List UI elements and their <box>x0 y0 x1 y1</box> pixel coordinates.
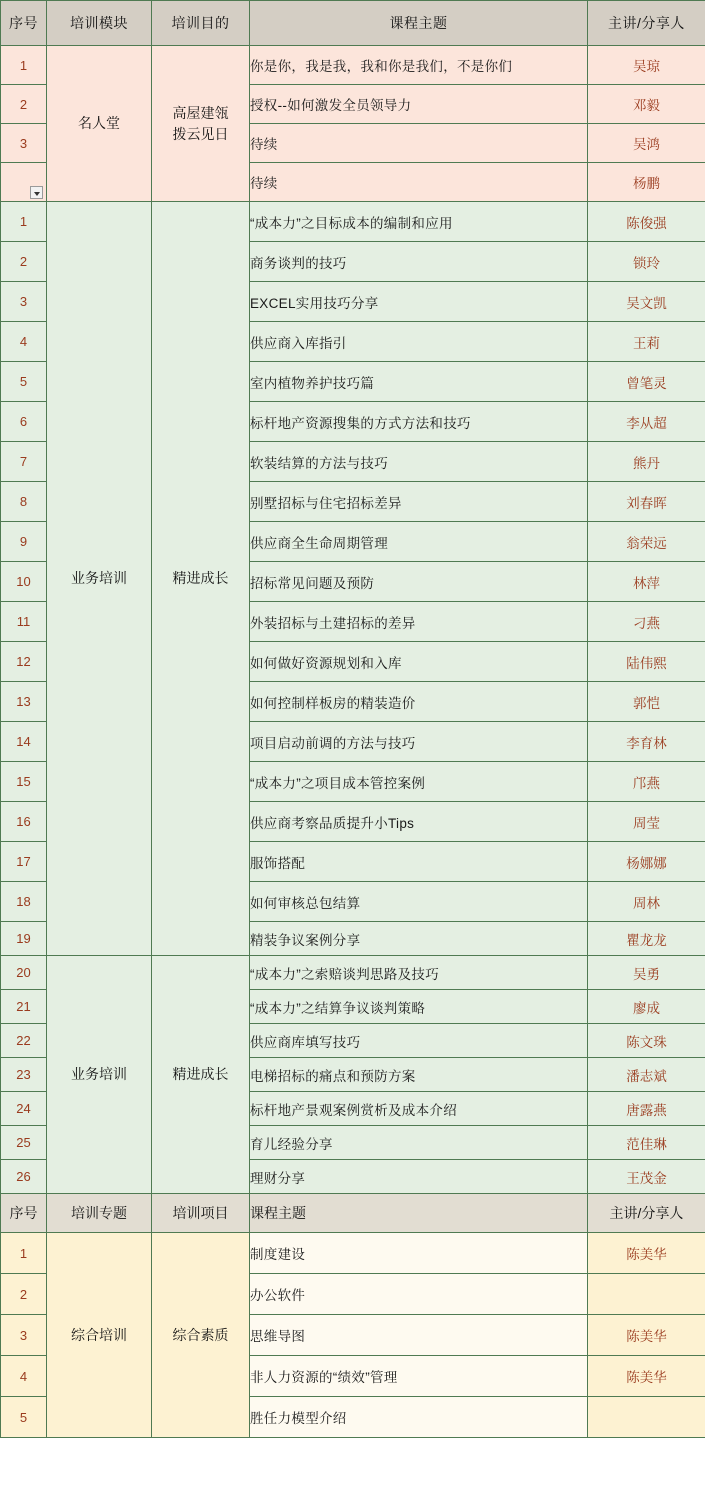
row-number: 3 <box>1 282 47 322</box>
course-speaker: 周莹 <box>588 802 705 842</box>
row-number: 19 <box>1 922 47 956</box>
course-topic: 思维导图 <box>250 1315 588 1356</box>
course-speaker: 李从超 <box>588 402 705 442</box>
row-number: 17 <box>1 842 47 882</box>
row-number: 6 <box>1 402 47 442</box>
course-topic: 项目启动前调的方法与技巧 <box>250 722 588 762</box>
course-topic: 办公软件 <box>250 1274 588 1315</box>
row-number: 5 <box>1 362 47 402</box>
row-number: 22 <box>1 1024 47 1058</box>
row-number: 2 <box>1 242 47 282</box>
course-topic: 如何审核总包结算 <box>250 882 588 922</box>
course-topic: 供应商库填写技巧 <box>250 1024 588 1058</box>
row-number: 24 <box>1 1092 47 1126</box>
course-speaker: 杨鹏 <box>588 163 705 202</box>
header-cell-speaker-2: 主讲/分享人 <box>588 1194 705 1233</box>
project-label-comprehensive-quality: 综合素质 <box>152 1233 250 1438</box>
course-speaker <box>588 1397 705 1438</box>
course-speaker: 陆伟熙 <box>588 642 705 682</box>
header-cell-no-2: 序号 <box>1 1194 47 1233</box>
course-speaker: 瞿龙龙 <box>588 922 705 956</box>
course-topic: “成本力”之目标成本的编制和应用 <box>250 202 588 242</box>
row-number: 4 <box>1 1356 47 1397</box>
course-speaker: 邓毅 <box>588 85 705 124</box>
course-speaker: 吴琼 <box>588 46 705 85</box>
course-topic: 软装结算的方法与技巧 <box>250 442 588 482</box>
course-speaker: 郭恺 <box>588 682 705 722</box>
course-topic: 室内植物养护技巧篇 <box>250 362 588 402</box>
course-topic: “成本力”之结算争议谈判策略 <box>250 990 588 1024</box>
row-number: 20 <box>1 956 47 990</box>
aim-label-business-training-2: 精进成长 <box>152 956 250 1194</box>
course-topic: 供应商入库指引 <box>250 322 588 362</box>
table-row <box>1 202 705 242</box>
row-number: 2 <box>1 85 47 124</box>
course-speaker: 王莉 <box>588 322 705 362</box>
course-topic: 服饰搭配 <box>250 842 588 882</box>
row-number: 25 <box>1 1126 47 1160</box>
aim-line-2: 拨云见日 <box>172 125 229 142</box>
course-topic: 标杆地产资源搜集的方式方法和技巧 <box>250 402 588 442</box>
page-bottom-spacer <box>0 1438 705 1456</box>
course-speaker: 李育林 <box>588 722 705 762</box>
course-speaker: 陈美华 <box>588 1233 705 1274</box>
course-topic: “成本力”之项目成本管控案例 <box>250 762 588 802</box>
course-topic: 待续 <box>250 124 588 163</box>
row-number: 1 <box>1 46 47 85</box>
row-number: 18 <box>1 882 47 922</box>
course-topic: 供应商考察品质提升小Tips <box>250 802 588 842</box>
header-cell-speaker: 主讲/分享人 <box>588 1 705 46</box>
row-number: 4 <box>1 322 47 362</box>
course-speaker: 翁荣远 <box>588 522 705 562</box>
course-topic: 招标常见问题及预防 <box>250 562 588 602</box>
header-cell-module: 培训模块 <box>47 1 152 46</box>
module-label-comprehensive-training: 综合培训 <box>47 1233 152 1438</box>
course-topic: “成本力”之索赔谈判思路及技巧 <box>250 956 588 990</box>
course-topic: 外装招标与土建招标的差异 <box>250 602 588 642</box>
course-topic: EXCEL实用技巧分享 <box>250 282 588 322</box>
table-row <box>1 46 705 85</box>
course-topic: 标杆地产景观案例赏析及成本介绍 <box>250 1092 588 1126</box>
filter-dropdown-icon-no[interactable] <box>30 186 43 199</box>
header-cell-project: 培训项目 <box>152 1194 250 1233</box>
course-speaker: 王茂金 <box>588 1160 705 1194</box>
course-topic: 非人力资源的“绩效”管理 <box>250 1356 588 1397</box>
row-number: 21 <box>1 990 47 1024</box>
aim-label-business-training: 精进成长 <box>152 202 250 956</box>
course-speaker: 陈文珠 <box>588 1024 705 1058</box>
course-speaker: 陈俊强 <box>588 202 705 242</box>
course-speaker: 周林 <box>588 882 705 922</box>
table-header-row-secondary <box>1 1194 705 1233</box>
row-number: 3 <box>1 124 47 163</box>
header-cell-topic-area: 培训专题 <box>47 1194 152 1233</box>
course-topic: 别墅招标与住宅招标差异 <box>250 482 588 522</box>
header-cell-aim: 培训目的 <box>152 1 250 46</box>
course-speaker: 熊丹 <box>588 442 705 482</box>
course-topic: 育儿经验分享 <box>250 1126 588 1160</box>
row-number: 13 <box>1 682 47 722</box>
course-speaker <box>588 1274 705 1315</box>
course-topic: 你是你，我是我，我和你是我们，不是你们 <box>250 46 588 85</box>
module-label-famous-hall: 名人堂 <box>47 46 152 202</box>
header-cell-no: 序号 <box>1 1 47 46</box>
row-number: 14 <box>1 722 47 762</box>
row-number: 3 <box>1 1315 47 1356</box>
row-number: 23 <box>1 1058 47 1092</box>
row-number: 1 <box>1 1233 47 1274</box>
row-number: 5 <box>1 1397 47 1438</box>
header-cell-topic: 课程主题 <box>250 1 588 46</box>
course-speaker: 潘志斌 <box>588 1058 705 1092</box>
course-speaker: 刁燕 <box>588 602 705 642</box>
course-topic: 制度建设 <box>250 1233 588 1274</box>
course-topic: 精装争议案例分享 <box>250 922 588 956</box>
row-number: 11 <box>1 602 47 642</box>
course-speaker: 锁玲 <box>588 242 705 282</box>
table-header-row <box>1 1 705 46</box>
row-number: 26 <box>1 1160 47 1194</box>
module-label-business-training-2: 业务培训 <box>47 956 152 1194</box>
course-speaker: 廖成 <box>588 990 705 1024</box>
row-number: 1 <box>1 202 47 242</box>
row-number: 10 <box>1 562 47 602</box>
course-speaker: 吴文凯 <box>588 282 705 322</box>
course-topic: 商务谈判的技巧 <box>250 242 588 282</box>
aim-line-1: 高屋建瓴 <box>172 105 229 122</box>
header-cell-topic-2: 课程主题 <box>250 1194 588 1233</box>
course-speaker: 杨娜娜 <box>588 842 705 882</box>
course-speaker: 曾笔灵 <box>588 362 705 402</box>
course-speaker: 吴勇 <box>588 956 705 990</box>
row-number: 7 <box>1 442 47 482</box>
course-speaker: 唐露燕 <box>588 1092 705 1126</box>
table-row <box>1 1233 705 1274</box>
row-number: 15 <box>1 762 47 802</box>
course-topic: 如何控制样板房的精装造价 <box>250 682 588 722</box>
row-number <box>1 163 47 202</box>
course-topic: 理财分享 <box>250 1160 588 1194</box>
course-topic: 电梯招标的痛点和预防方案 <box>250 1058 588 1092</box>
aim-label-famous-hall <box>152 46 250 202</box>
module-label-business-training: 业务培训 <box>47 202 152 956</box>
course-topic: 如何做好资源规划和入库 <box>250 642 588 682</box>
course-speaker: 范佳琳 <box>588 1126 705 1160</box>
course-speaker: 陈美华 <box>588 1356 705 1397</box>
course-topic: 待续 <box>250 163 588 202</box>
row-number: 12 <box>1 642 47 682</box>
row-number: 8 <box>1 482 47 522</box>
row-number: 9 <box>1 522 47 562</box>
table-row <box>1 956 705 990</box>
row-number: 16 <box>1 802 47 842</box>
row-number: 2 <box>1 1274 47 1315</box>
course-speaker: 邝燕 <box>588 762 705 802</box>
course-speaker: 刘春晖 <box>588 482 705 522</box>
course-speaker: 林萍 <box>588 562 705 602</box>
course-topic: 授权--如何激发全员领导力 <box>250 85 588 124</box>
course-topic: 胜任力模型介绍 <box>250 1397 588 1438</box>
course-speaker: 吴鸿 <box>588 124 705 163</box>
course-topic: 供应商全生命周期管理 <box>250 522 588 562</box>
course-speaker: 陈美华 <box>588 1315 705 1356</box>
